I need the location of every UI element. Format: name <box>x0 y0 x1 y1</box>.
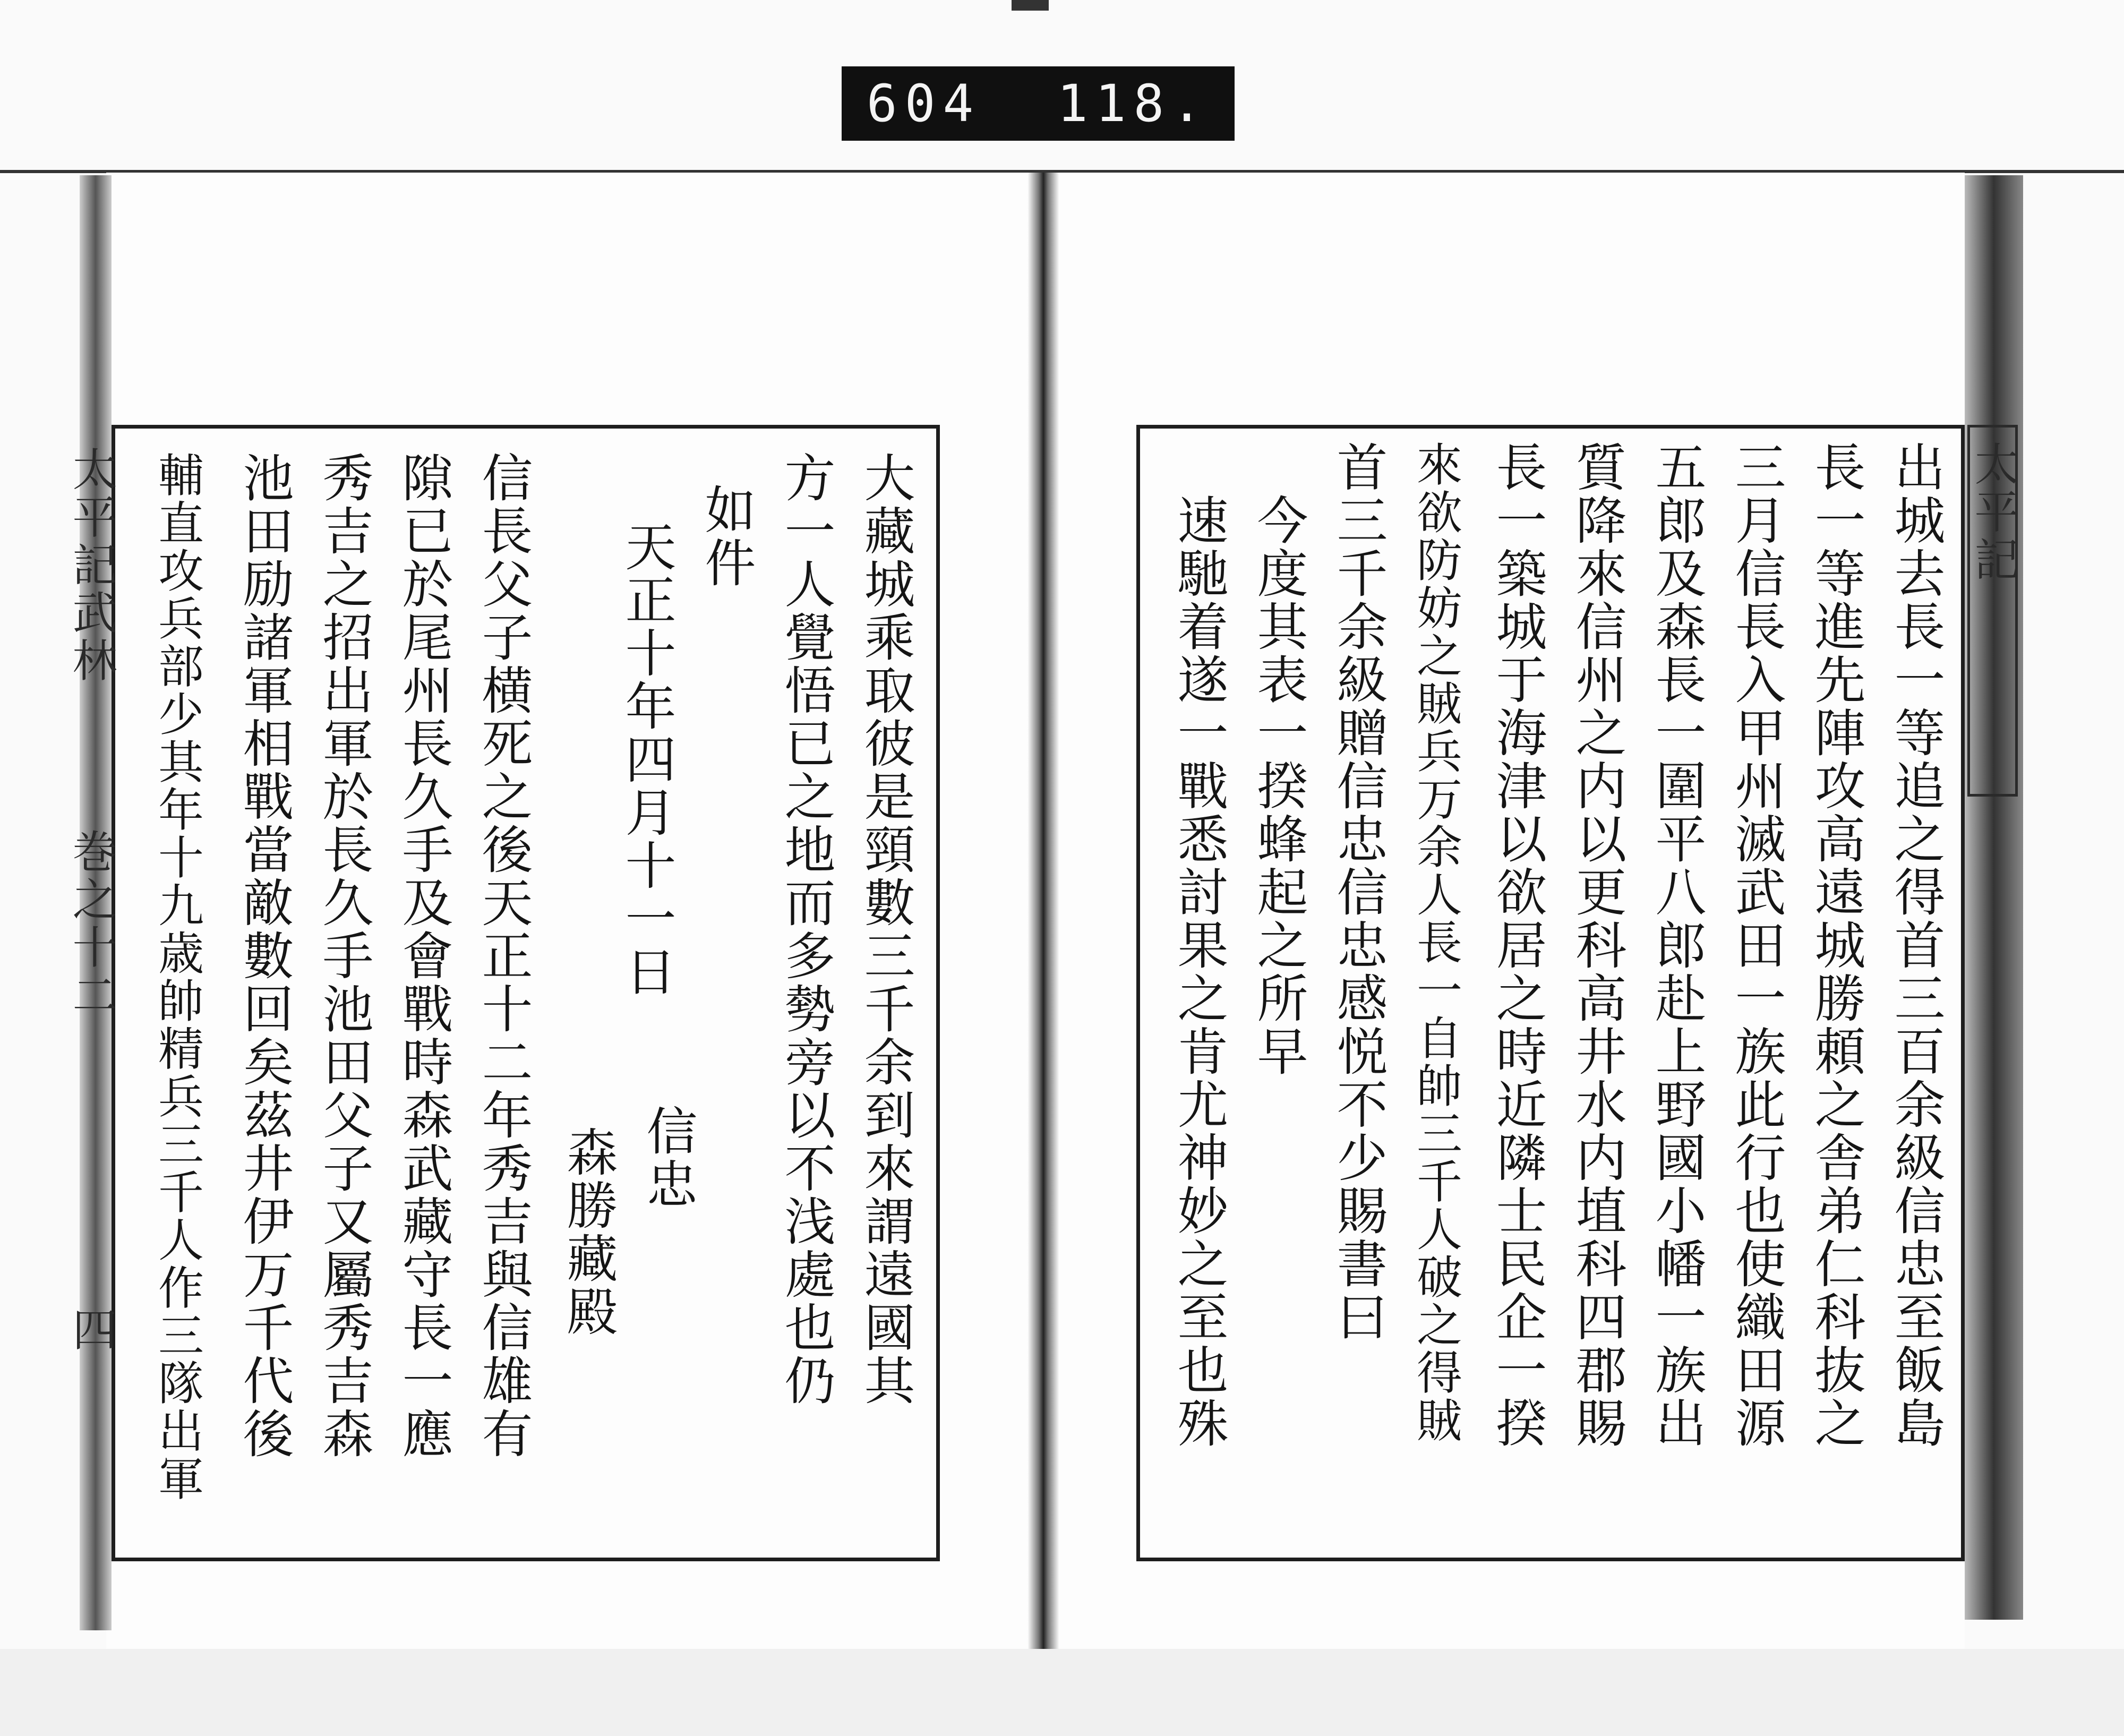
right-column-2: 長一等進先陣攻高遠城勝頼之舎弟仁科抜之 <box>1806 441 1866 1450</box>
gutter-top-mark <box>1012 0 1049 11</box>
left-column-3: 如件 <box>697 483 756 589</box>
left-column-8: 隙已於尾州長久手及會戰時森武藏守長一應 <box>394 451 453 1460</box>
right-column-3: 三月信長入甲州滅武田一族此行也使織田源 <box>1727 441 1786 1450</box>
right-margin-title: 太平記 <box>1967 441 2019 584</box>
right-page-edge <box>1965 175 2023 1620</box>
left-margin-page-number: 四 <box>65 1306 117 1354</box>
right-column-7: 來欲防妨之賊兵万余人長一自帥三千人破之得賊 <box>1409 441 1462 1444</box>
right-column-5: 質降來信州之内以更科高井水内埴科四郡賜 <box>1568 441 1627 1450</box>
left-column-1: 大藏城乘取彼是頸數三千余到來謂遠國其 <box>856 451 915 1407</box>
right-column-6: 長一築城于海津以欲居之時近隣士民企一揆 <box>1488 441 1547 1450</box>
left-column-7: 信長父子横死之後天正十二年秀吉與信雄有 <box>474 451 533 1460</box>
left-column-11: 輔直攻兵部少其年十九歳帥精兵三千人作三隊出軍 <box>150 451 203 1503</box>
bottom-strip <box>0 1649 2124 1736</box>
book-gutter <box>1027 173 1059 1736</box>
left-margin-volume: 巻之十二 <box>65 828 117 1020</box>
right-column-10: 速馳着遂一戰悉討果之肯尤神妙之至也殊 <box>1169 494 1229 1450</box>
left-signature-nobutada: 信忠 <box>638 1105 698 1211</box>
left-column-2: 方一人覺悟已之地而多勢旁以不浅處也仍 <box>776 451 836 1407</box>
left-addressee-mori: 森勝藏殿 <box>559 1126 618 1338</box>
right-column-4: 五郎及森長一圍平八郎赴上野國小幡一族出 <box>1647 441 1707 1450</box>
left-column-9: 秀吉之招出軍於長久手池田父子又屬秀吉森 <box>314 451 374 1460</box>
film-frame-label: 604 118. <box>842 66 1235 141</box>
right-column-1: 出城去長一等追之得首三百余級信忠至飯島 <box>1886 441 1946 1450</box>
left-date-column: 天正十年四月十一日 <box>617 520 676 998</box>
left-margin-title: 太平記武林 <box>65 446 117 685</box>
right-column-8: 首三千余級贈信忠信忠感悦不少賜書曰 <box>1329 441 1388 1344</box>
left-column-10: 池田励諸軍相戰當敵數回矣茲井伊万千代後 <box>235 451 294 1460</box>
right-column-9: 今度其表一揆蜂起之所早 <box>1249 494 1308 1078</box>
